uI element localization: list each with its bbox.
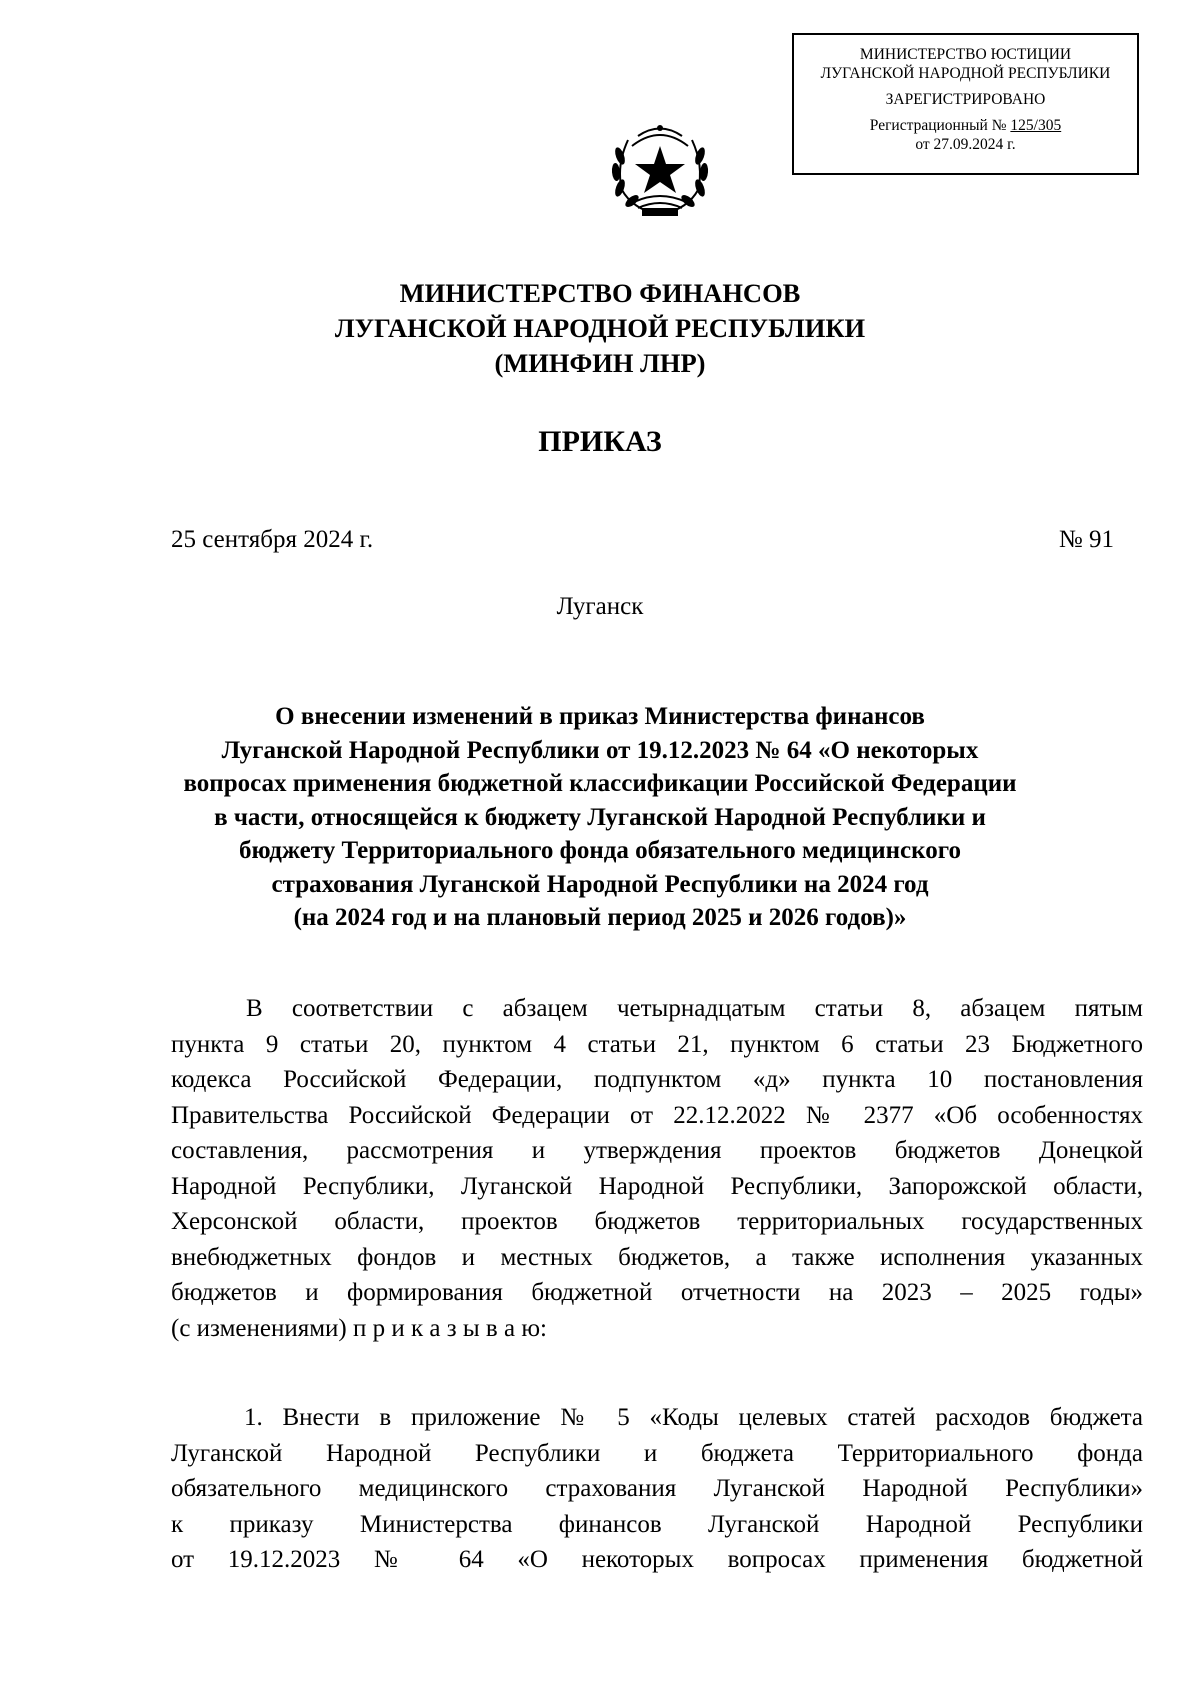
paragraph-line: Луганской Народной Республики и бюджета Территориального фонда [171,1439,1143,1467]
document-type-heading: ПРИКАЗ [538,425,662,458]
paragraph-line: (с изменениями) п р и к а з ы в а ю: [171,1314,547,1342]
stamp-registered: ЗАРЕГИСТРИРОВАНО [885,91,1046,108]
subject-line: (на 2024 год и на плановый период 2025 и 2026 годов)» [293,904,907,931]
subject-line: страхования Луганской Народной Республики на 2024 год [271,870,929,898]
paragraph-line: бюджетов и формирования бюджетной отчетности на 2023 – 2025 годы» [171,1279,1143,1306]
paragraph-line: Правительства Российской Федерации от 22.12.2022 № 2377 «Об особенностях [171,1101,1143,1129]
ministry-title-line-1: МИНИСТЕРСТВО ФИНАНСОВ [399,278,801,308]
stamp-reg-number: 125/305 [1010,117,1062,134]
subject-line: вопросах применения бюджетной классификации Российской Федерации [183,770,1017,797]
stamp-line-2: ЛУГАНСКОЙ НАРОДНОЙ РЕСПУБЛИКИ [820,65,1111,82]
preamble-paragraph [171,991,1143,1346]
ministry-title [0,276,1200,381]
subject-line: Луганской Народной Республики от 19.12.2023 № 64 «О некоторых [221,736,979,764]
paragraph-line: Херсонской области, проектов бюджетов территориальных государственных [171,1208,1143,1235]
stamp-line-1: МИНИСТЕРСТВО ЮСТИЦИИ [859,46,1072,63]
subject-line: в части, относящейся к бюджету Луганской Народной Республики и [214,803,986,831]
registration-stamp [792,33,1139,175]
coat-of-arms-emblem [598,116,722,222]
stamp-reg-line [794,116,1137,135]
ministry-title-line-3: (МИНФИН ЛНР) [494,348,706,378]
order-number: № 91 [1058,526,1114,553]
stamp-reg-date: от 27.09.2024 г. [915,136,1016,153]
paragraph-line: к приказу Министерства финансов Луганской Народной Республики [171,1510,1143,1538]
paragraph-line: составления, рассмотрения и утверждения проектов бюджетов Донецкой [171,1137,1143,1164]
paragraph-line: обязательного медицинского страхования Луганской Народной Республики» [171,1475,1143,1502]
paragraph-line: кодекса Российской Федерации, подпунктом «д» пункта 10 постановления [171,1066,1143,1093]
order-city: Луганск [556,593,644,620]
clause-1-paragraph [171,1400,1143,1578]
paragraph-line: пункта 9 статьи 20, пунктом 4 статьи 21, пунктом 6 статьи 23 Бюджетного [171,1030,1143,1058]
order-subject [0,700,1200,935]
paragraph-line: внебюджетных фондов и местных бюджетов, а также исполнения указанных [171,1243,1143,1271]
order-date: 25 сентября 2024 г. [171,526,374,553]
subject-line: бюджету Территориального фонда обязательного медицинского [239,837,961,864]
ministry-title-line-2: ЛУГАНСКОЙ НАРОДНОЙ РЕСПУБЛИКИ [334,313,866,343]
paragraph-line: В соответствии с абзацем четырнадцатым статьи 8, абзацем пятым [246,995,1143,1022]
paragraph-line: от 19.12.2023 № 64 «О некоторых вопросах применения бюджетной [171,1546,1143,1573]
paragraph-line: 1. Внести в приложение № 5 «Коды целевых статей расходов бюджета [244,1404,1143,1431]
paragraph-line: Народной Республики, Луганской Народной Республики, Запорожской области, [171,1172,1143,1200]
subject-line: О внесении изменений в приказ Министерства финансов [275,703,925,730]
stamp-reg-label: Регистрационный № [869,117,1011,134]
